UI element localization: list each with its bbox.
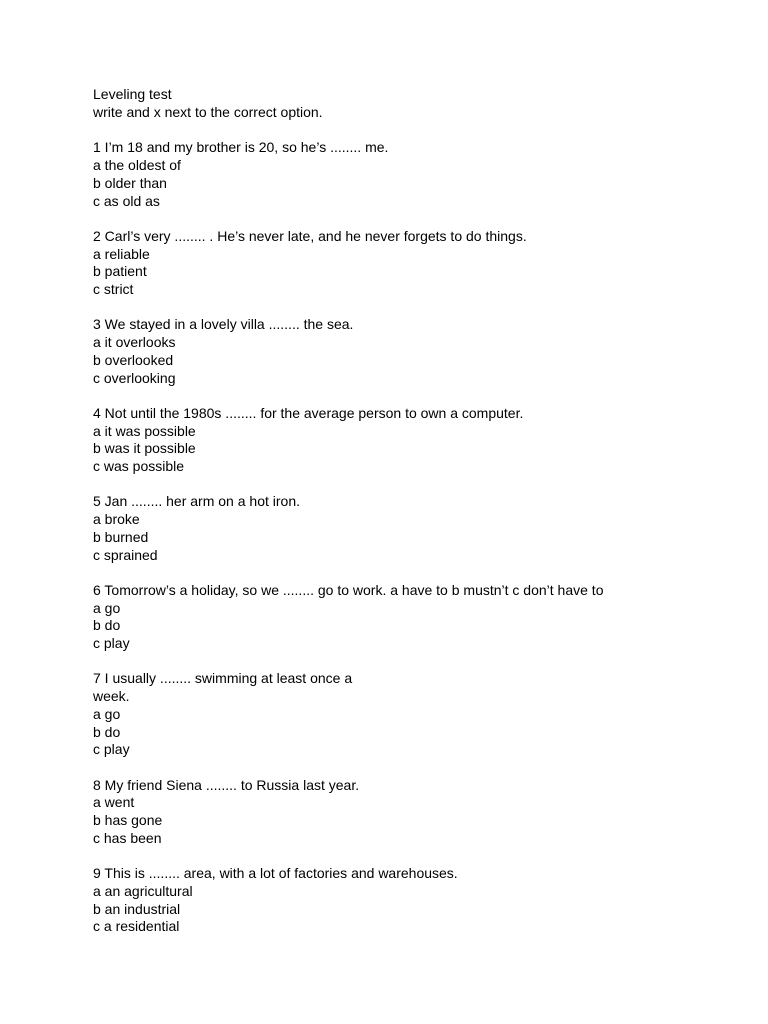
option-c: c a residential bbox=[93, 918, 180, 935]
question-3 bbox=[93, 316, 733, 387]
question-4 bbox=[93, 405, 733, 476]
option-a: a went bbox=[93, 794, 135, 811]
option-a: a reliable bbox=[93, 245, 150, 262]
question-text: 3 We stayed in a lovely villa ........ the sea. bbox=[93, 316, 354, 333]
option-b: b overlooked bbox=[93, 351, 174, 368]
option-c: c strict bbox=[93, 281, 134, 298]
option-a: a it was possible bbox=[93, 422, 196, 439]
option-a: a go bbox=[93, 599, 121, 616]
document-header bbox=[93, 86, 733, 122]
question-2 bbox=[93, 228, 733, 299]
question-5 bbox=[93, 493, 733, 564]
option-b: b an industrial bbox=[93, 900, 181, 917]
question-9 bbox=[93, 865, 733, 936]
question-text-continued: week. bbox=[93, 688, 130, 705]
option-a: a the oldest of bbox=[93, 157, 181, 174]
option-b: b do bbox=[93, 617, 121, 634]
question-text: 8 My friend Siena ........ to Russia last year. bbox=[93, 776, 360, 793]
question-text: 2 Carl’s very ........ . He’s never late, and he never forgets to do things. bbox=[93, 227, 527, 244]
option-b: b was it possible bbox=[93, 440, 196, 457]
question-7 bbox=[93, 670, 733, 759]
option-c: c has been bbox=[93, 829, 162, 846]
option-c: c was possible bbox=[93, 458, 185, 475]
option-c: c overlooking bbox=[93, 369, 176, 386]
question-text: 1 I’m 18 and my brother is 20, so he’s ........ me. bbox=[93, 139, 389, 156]
option-b: b patient bbox=[93, 263, 147, 280]
question-text: 7 I usually ........ swimming at least once a bbox=[93, 670, 353, 687]
question-8 bbox=[93, 777, 733, 848]
option-a: a an agricultural bbox=[93, 882, 193, 899]
option-b: b do bbox=[93, 723, 121, 740]
option-b: b has gone bbox=[93, 812, 163, 829]
question-text: 4 Not until the 1980s ........ for the average person to own a computer. bbox=[93, 404, 524, 421]
document-instruction: write and x next to the correct option. bbox=[93, 103, 323, 120]
option-b: b burned bbox=[93, 528, 149, 545]
question-1 bbox=[93, 139, 733, 210]
question-text: 6 Tomorrow’s a holiday, so we ........ go to work. a have to b mustn’t c don’t have to bbox=[93, 581, 604, 598]
question-6 bbox=[93, 582, 733, 653]
option-c: c play bbox=[93, 741, 130, 758]
option-c: c as old as bbox=[93, 192, 160, 209]
option-c: c sprained bbox=[93, 546, 158, 563]
option-a: a broke bbox=[93, 511, 140, 528]
option-c: c play bbox=[93, 635, 130, 652]
document-page bbox=[93, 86, 733, 954]
question-text: 5 Jan ........ her arm on a hot iron. bbox=[93, 493, 300, 510]
option-a: a it overlooks bbox=[93, 334, 176, 351]
question-text: 9 This is ........ area, with a lot of factories and warehouses. bbox=[93, 865, 458, 882]
option-a: a go bbox=[93, 705, 121, 722]
option-b: b older than bbox=[93, 174, 167, 191]
document-title: Leveling test bbox=[93, 86, 172, 102]
